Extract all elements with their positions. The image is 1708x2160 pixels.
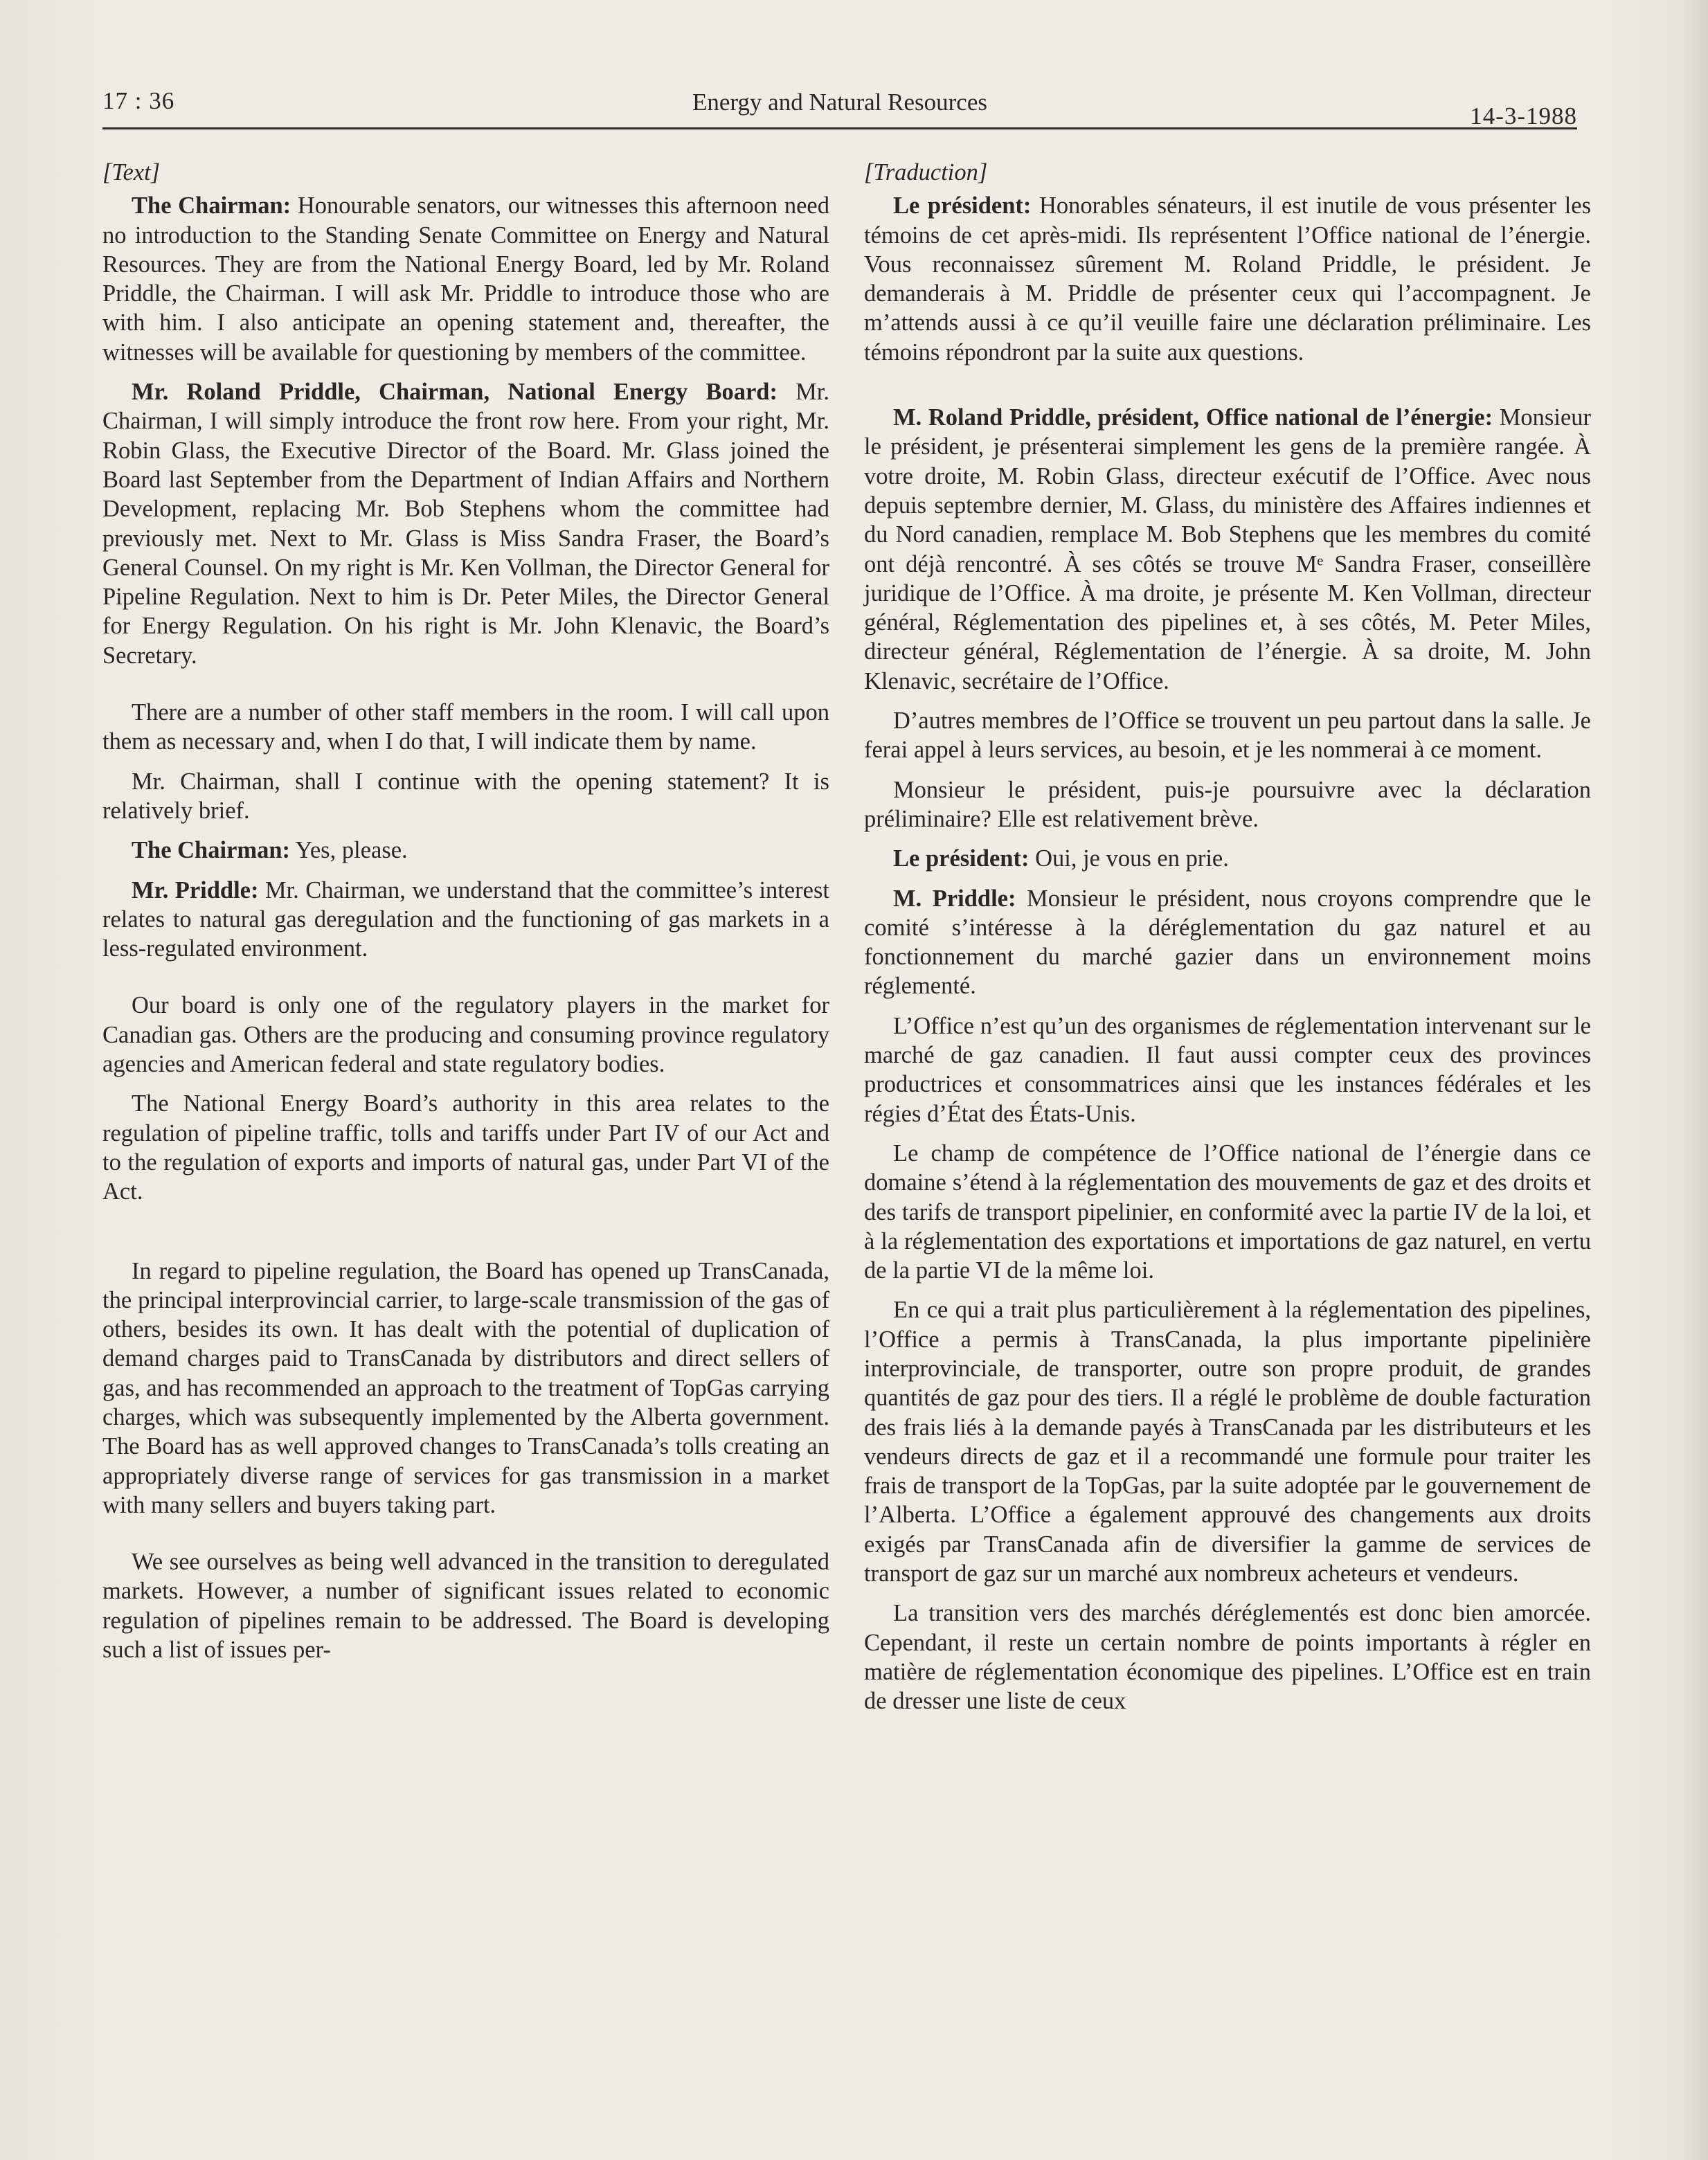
speaker-name: Le président: xyxy=(893,845,1030,872)
paragraph-text: Le champ de compétence de l’Office national de l’énergie dans ce domaine s’étend à la réglementation des mouvements de gaz et des droits et des tarifs de transport pipelinier, en conformité avec la partie IV de la loi, et à la réglementation des exportations et importations de gaz naturel, en vertu de la partie VI de la même loi. xyxy=(864,1140,1591,1284)
paragraph-text: Our board is only one of the regulatory players in the market for Canadian gas. Others are the producing and consuming province regulatory agencies and American federal and state regulatory bodies. xyxy=(102,992,829,1078)
paragraph-text: Monsieur le président, puis-je poursuivre avec la déclaration préliminaire? Elle est relativement brève. xyxy=(864,776,1591,832)
french-paragraph xyxy=(864,1011,1591,1128)
french-paragraph xyxy=(864,1295,1591,1588)
running-header xyxy=(102,84,1577,129)
english-paragraph xyxy=(102,1547,829,1664)
french-paragraph xyxy=(864,884,1591,1001)
page-edge-shadow xyxy=(1680,0,1708,2160)
english-paragraph xyxy=(102,991,829,1079)
english-paragraph xyxy=(102,767,829,826)
page-number: 17 : 36 xyxy=(102,87,175,114)
french-paragraph xyxy=(864,191,1591,367)
paragraph-text: The National Energy Board’s authority in this area relates to the regulation of pipeline traffic, tolls and tariffs under Part IV of our Act and to the regulation of exports and imports of natural gas, under Part VI of the Act. xyxy=(102,1090,829,1205)
paragraph-text: We see ourselves as being well advanced in the transition to deregulated markets. However, a number of significant issues related to economic regulation of pipelines remain to be addressed. The Board is developing such a list of issues per- xyxy=(102,1549,829,1664)
paragraph-text: Oui, je vous en prie. xyxy=(1029,845,1229,872)
french-paragraph xyxy=(864,1139,1591,1285)
paragraph-text: There are a number of other staff members in the room. I will call upon them as necessary and, when I do that, I will indicate them by name. xyxy=(102,699,829,755)
english-paragraph xyxy=(102,876,829,964)
header-date: 14-3-1988 xyxy=(1470,102,1577,129)
paragraph-text: Honourable senators, our witnesses this afternoon need no introduction to the Standing Senate Committee on Energy and Natural Resources. They are from the National Energy Board, led by Mr. Roland Priddle, the Chairman. I will ask Mr. Priddle to introduce those who are with him. I also anticipate an opening statement and, thereafter, the witnesses will be available for questioning by members of the committee. xyxy=(102,192,829,366)
paragraph-text: En ce qui a trait plus particulièrement à la réglementation des pipelines, l’Office a permis à TransCanada, la plus importante pipelinière interprovinciale, de transporter, outre son propre produit, de grandes quantités de gaz pour des tiers. Il a réglé le problème de double facturation des frais liés à la demande payés à TransCanada par les distributeurs et les vendeurs directs de gaz et il a recommandé une formule pour traiter les frais de transport de la TopGas, par la suite adoptée par le gouvernement de l’Alberta. L’Office a également approuvé des changements aux droits exigés par TransCanada afin de diversifier la gamme de services de transport de gaz sur un marché aux nombreux acheteurs et vendeurs. xyxy=(864,1297,1591,1587)
paragraph-text: In regard to pipeline regulation, the Board has opened up TransCanada, the principal interprovincial carrier, to large-scale transmission of the gas of others, besides its own. It has dealt with the potential of duplication of demand charges paid to TransCanada by distributors and direct sellers of gas, and has recommended an approach to the treatment of TopGas carrying charges, which was subsequently implemented by the Alberta government. The Board has as well approved changes to TransCanada’s tolls creating an appropriately diverse range of services for gas transmission in a market with many sellers and buyers taking part. xyxy=(102,1257,829,1518)
english-column xyxy=(102,158,829,1675)
paragraph-text: Honorables sénateurs, il est inutile de vous présenter les témoins de cet après-midi. Ils représentent l’Office national de l’énergie. Vous reconnaissez sûrement M. Roland Priddle, le président. Je demanderais à M. Priddle de présenter ceux qui l’accompagnent. Je m’attends aussi à ce qu’il veuille faire une déclaration préliminaire. Les témoins répondront par la suite aux questions. xyxy=(864,192,1591,366)
paragraph-text: Mr. Chairman, shall I continue with the opening statement? It is relatively brief. xyxy=(102,768,829,824)
speaker-name: M. Roland Priddle, président, Office national de l’énergie: xyxy=(893,404,1493,431)
speaker-name: Le président: xyxy=(893,192,1032,219)
english-paragraph xyxy=(102,1089,829,1206)
french-paragraph xyxy=(864,706,1591,765)
english-paragraph xyxy=(102,191,829,367)
french-paragraph xyxy=(864,775,1591,834)
english-paragraph xyxy=(102,377,829,670)
french-paragraph xyxy=(864,1599,1591,1716)
speaker-name: Mr. Roland Priddle, Chairman, National Energy Board: xyxy=(132,379,777,406)
speaker-name: The Chairman: xyxy=(132,192,291,219)
french-column xyxy=(864,158,1591,1727)
paragraph-text: Yes, please. xyxy=(290,837,408,864)
english-paragraph xyxy=(102,698,829,757)
paragraph-text: Monsieur le président, je présenterai simplement les gens de la première rangée. À votre droite, M. Robin Glass, directeur exécutif de l’Office. Avec nous depuis septembre dernier, M. Glass, du ministère des Affaires indiennes et du Nord canadien, remplace M. Bob Stephens que les membres du comité ont déjà rencontré. À ses côtés se trouve Mᵉ Sandra Fraser, conseillère juridique de l’Office. À ma droite, je présente M. Ken Vollman, directeur général, Réglementation des pipelines et, à ses côtés, M. Peter Miles, directeur général, Réglementation de l’énergie. À sa droite, M. John Klenavic, secrétaire de l’Office. xyxy=(864,404,1591,694)
paragraph-text: Mr. Chairman, I will simply introduce the front row here. From your right, Mr. Robin Glass, the Executive Director of the Board. Mr. Glass joined the Board last September from the Department of Indian Affairs and Northern Development, replacing Mr. Bob Stephens whom the committee had previously met. Next to Mr. Glass is Miss Sandra Fraser, the Board’s General Counsel. On my right is Mr. Ken Vollman, the Director General for Pipeline Regulation. Next to him is Dr. Peter Miles, the Director General for Energy Regulation. On his right is Mr. John Klenavic, the Board’s Secretary. xyxy=(102,379,830,669)
paragraph-text: Monsieur le président, nous croyons comprendre que le comité s’intéresse à la déréglementation du gaz naturel et au fonctionnement du marché gazier dans un environnement moins réglementé. xyxy=(864,885,1592,1000)
paragraph-text: L’Office n’est qu’un des organismes de réglementation intervenant sur le marché de gaz canadien. Il faut aussi compter ceux des provinces productrices et consommatrices ainsi que les instances fédérales et les régies d’État des États-Unis. xyxy=(864,1012,1591,1127)
french-section-tag: [Traduction] xyxy=(864,159,988,186)
speaker-name: The Chairman: xyxy=(132,837,291,864)
paragraph-text: La transition vers des marchés déréglementés est donc bien amorcée. Cependant, il reste un certain nombre de points importants à régler en matière de réglementation économique des pipelines. L’Office est en train de dresser une liste de ceux xyxy=(864,1600,1591,1715)
english-section-tag: [Text] xyxy=(102,159,161,186)
english-paragraph xyxy=(102,836,829,865)
french-paragraph xyxy=(864,403,1591,696)
english-paragraph xyxy=(102,1257,829,1520)
header-title: Energy and Natural Resources xyxy=(692,89,987,116)
speaker-name: Mr. Priddle: xyxy=(132,876,259,903)
french-paragraph xyxy=(864,844,1591,873)
speaker-name: M. Priddle: xyxy=(893,885,1016,912)
paragraph-text: D’autres membres de l’Office se trouvent un peu partout dans la salle. Je ferai appel à leurs services, au besoin, et je les nommerai à ce moment. xyxy=(864,708,1591,764)
paragraph-text: Mr. Chairman, we understand that the committee’s interest relates to natural gas deregulation and the functioning of gas markets in a less-regulated environment. xyxy=(102,876,829,962)
